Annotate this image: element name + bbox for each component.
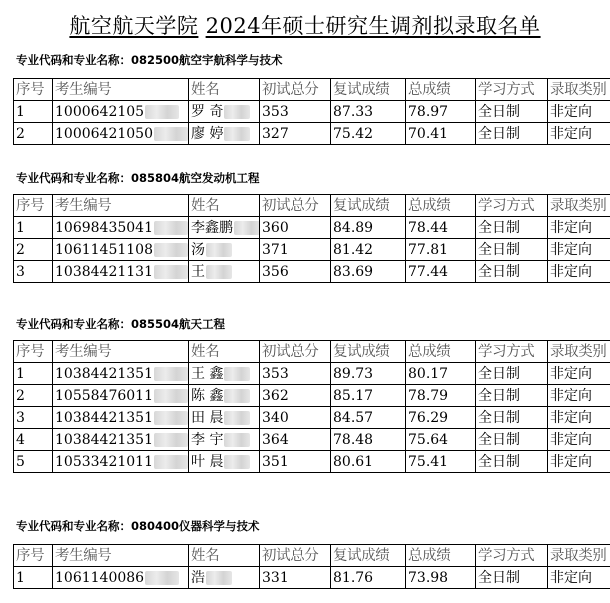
cell-seq: 1: [14, 101, 53, 123]
cell-prelim: 327: [260, 123, 331, 145]
cell-category: 非定向: [548, 239, 610, 261]
cell-name: 田 晨: [189, 407, 260, 429]
cell-mode: 全日制: [476, 451, 548, 473]
redaction-mask: [206, 571, 232, 585]
table-row: [14, 363, 610, 385]
cell-id: 10384421351: [53, 429, 189, 451]
column-header: 录取类别: [548, 79, 610, 101]
redaction-mask: [234, 221, 260, 235]
redaction-mask: [224, 127, 250, 141]
cell-mode: 全日制: [476, 239, 548, 261]
cell-total: 77.81: [406, 239, 476, 261]
cell-seq: 2: [14, 239, 53, 261]
cell-seq: 5: [14, 451, 53, 473]
section-heading: 专业代码和专业名称：085504航天工程: [16, 317, 226, 331]
redaction-mask: [224, 433, 250, 447]
table-header-row: [14, 545, 610, 567]
title-text: 2024年硕士研究生调剂拟录取名单: [205, 14, 541, 38]
column-header: 考生编号: [53, 341, 189, 363]
cell-retest: 78.48: [331, 429, 406, 451]
column-header: 总成绩: [406, 341, 476, 363]
cell-category: 非定向: [548, 101, 610, 123]
table-header-row: [14, 195, 610, 217]
column-header: 复试成绩: [331, 341, 406, 363]
cell-total: 76.29: [406, 407, 476, 429]
cell-retest: 81.42: [331, 239, 406, 261]
cell-prelim: 362: [260, 385, 331, 407]
redaction-mask: [224, 411, 250, 425]
cell-total: 75.41: [406, 451, 476, 473]
cell-prelim: 340: [260, 407, 331, 429]
cell-name: 廖 婷: [189, 123, 260, 145]
cell-category: 非定向: [548, 385, 610, 407]
cell-seq: 1: [14, 217, 53, 239]
redaction-mask: [224, 105, 250, 119]
table-header-row: [14, 341, 610, 363]
cell-mode: 全日制: [476, 407, 548, 429]
column-header: 初试总分: [260, 341, 331, 363]
cell-category: 非定向: [548, 123, 610, 145]
document-title: [0, 10, 610, 40]
redaction-mask: [145, 571, 179, 585]
cell-category: 非定向: [548, 429, 610, 451]
cell-mode: 全日制: [476, 101, 548, 123]
column-header: 总成绩: [406, 79, 476, 101]
cell-id: 10006421050: [53, 123, 189, 145]
column-header: 序号: [14, 195, 53, 217]
cell-name: 李 宇: [189, 429, 260, 451]
table-row: [14, 385, 610, 407]
column-header: 录取类别: [548, 341, 610, 363]
school-name: 航空航天学院: [69, 14, 199, 38]
cell-prelim: 364: [260, 429, 331, 451]
cell-category: 非定向: [548, 567, 610, 589]
table-row: [14, 101, 610, 123]
cell-category: 非定向: [548, 363, 610, 385]
cell-mode: 全日制: [476, 217, 548, 239]
cell-seq: 3: [14, 407, 53, 429]
cell-mode: 全日制: [476, 567, 548, 589]
cell-total: 75.64: [406, 429, 476, 451]
column-header: 初试总分: [260, 79, 331, 101]
cell-category: 非定向: [548, 217, 610, 239]
column-header: 学习方式: [476, 79, 548, 101]
column-header: 学习方式: [476, 195, 548, 217]
redaction-mask: [224, 367, 250, 381]
cell-id: 10611451108: [53, 239, 189, 261]
redaction-mask: [145, 105, 179, 119]
cell-prelim: 356: [260, 261, 331, 283]
redaction-mask: [154, 127, 188, 141]
column-header: 考生编号: [53, 79, 189, 101]
admission-table: [13, 544, 610, 589]
table-row: [14, 239, 610, 261]
table-row: [14, 567, 610, 589]
table-row: [14, 261, 610, 283]
cell-prelim: 353: [260, 101, 331, 123]
column-header: 考生编号: [53, 545, 189, 567]
column-header: 录取类别: [548, 545, 610, 567]
cell-mode: 全日制: [476, 123, 548, 145]
cell-total: 73.98: [406, 567, 476, 589]
column-header: 序号: [14, 341, 53, 363]
redaction-mask: [154, 411, 188, 425]
section-heading: 专业代码和专业名称：080400仪器科学与技术: [16, 519, 260, 533]
column-header: 学习方式: [476, 545, 548, 567]
cell-prelim: 371: [260, 239, 331, 261]
cell-seq: 4: [14, 429, 53, 451]
cell-name: 浩: [189, 567, 260, 589]
redaction-mask: [224, 389, 250, 403]
cell-seq: 2: [14, 123, 53, 145]
redaction-mask: [224, 455, 250, 469]
cell-total: 78.79: [406, 385, 476, 407]
cell-total: 80.17: [406, 363, 476, 385]
table-header-row: [14, 79, 610, 101]
cell-mode: 全日制: [476, 261, 548, 283]
cell-seq: 1: [14, 363, 53, 385]
cell-id: 1000642105: [53, 101, 189, 123]
cell-total: 70.41: [406, 123, 476, 145]
cell-id: 10698435041: [53, 217, 189, 239]
cell-id: 10384421351: [53, 363, 189, 385]
redaction-mask: [154, 265, 188, 279]
redaction-mask: [154, 243, 188, 257]
redaction-mask: [154, 221, 188, 235]
cell-retest: 84.89: [331, 217, 406, 239]
cell-prelim: 331: [260, 567, 331, 589]
cell-mode: 全日制: [476, 429, 548, 451]
column-header: 复试成绩: [331, 79, 406, 101]
cell-retest: 80.61: [331, 451, 406, 473]
column-header: 复试成绩: [331, 195, 406, 217]
cell-retest: 89.73: [331, 363, 406, 385]
table-row: [14, 123, 610, 145]
cell-total: 78.44: [406, 217, 476, 239]
cell-mode: 全日制: [476, 363, 548, 385]
column-header: 姓名: [189, 545, 260, 567]
cell-name: 陈 鑫: [189, 385, 260, 407]
section-heading: 专业代码和专业名称：085804航空发动机工程: [16, 171, 260, 185]
cell-prelim: 353: [260, 363, 331, 385]
cell-name: 王: [189, 261, 260, 283]
admission-table: [13, 194, 610, 283]
column-header: 录取类别: [548, 195, 610, 217]
cell-name: 王 鑫: [189, 363, 260, 385]
column-header: 序号: [14, 79, 53, 101]
cell-seq: 2: [14, 385, 53, 407]
column-header: 总成绩: [406, 545, 476, 567]
section-heading: 专业代码和专业名称：082500航空宇航科学与技术: [16, 53, 283, 67]
cell-name: 李鑫鹏: [189, 217, 260, 239]
cell-seq: 3: [14, 261, 53, 283]
cell-id: 10558476011: [53, 385, 189, 407]
redaction-mask: [154, 433, 188, 447]
cell-name: 罗 奇: [189, 101, 260, 123]
redaction-mask: [154, 367, 188, 381]
cell-prelim: 351: [260, 451, 331, 473]
admission-table: [13, 340, 610, 473]
cell-seq: 1: [14, 567, 53, 589]
redaction-mask: [206, 265, 232, 279]
cell-retest: 75.42: [331, 123, 406, 145]
cell-prelim: 360: [260, 217, 331, 239]
column-header: 初试总分: [260, 545, 331, 567]
cell-name: 叶 晨: [189, 451, 260, 473]
column-header: 姓名: [189, 79, 260, 101]
redaction-mask: [206, 243, 232, 257]
cell-total: 77.44: [406, 261, 476, 283]
cell-retest: 85.17: [331, 385, 406, 407]
cell-retest: 83.69: [331, 261, 406, 283]
column-header: 姓名: [189, 341, 260, 363]
column-header: 学习方式: [476, 341, 548, 363]
cell-retest: 84.57: [331, 407, 406, 429]
cell-category: 非定向: [548, 451, 610, 473]
cell-category: 非定向: [548, 407, 610, 429]
cell-category: 非定向: [548, 261, 610, 283]
cell-id: 10384421131: [53, 261, 189, 283]
column-header: 总成绩: [406, 195, 476, 217]
table-row: [14, 451, 610, 473]
column-header: 复试成绩: [331, 545, 406, 567]
cell-name: 汤: [189, 239, 260, 261]
cell-id: 1061140086: [53, 567, 189, 589]
cell-id: 10533421011: [53, 451, 189, 473]
cell-mode: 全日制: [476, 385, 548, 407]
admission-table: [13, 78, 610, 145]
column-header: 姓名: [189, 195, 260, 217]
cell-retest: 81.76: [331, 567, 406, 589]
table-row: [14, 217, 610, 239]
table-row: [14, 407, 610, 429]
column-header: 初试总分: [260, 195, 331, 217]
column-header: 考生编号: [53, 195, 189, 217]
cell-retest: 87.33: [331, 101, 406, 123]
cell-total: 78.97: [406, 101, 476, 123]
redaction-mask: [154, 455, 188, 469]
cell-id: 10384421351: [53, 407, 189, 429]
redaction-mask: [154, 389, 188, 403]
column-header: 序号: [14, 545, 53, 567]
table-row: [14, 429, 610, 451]
